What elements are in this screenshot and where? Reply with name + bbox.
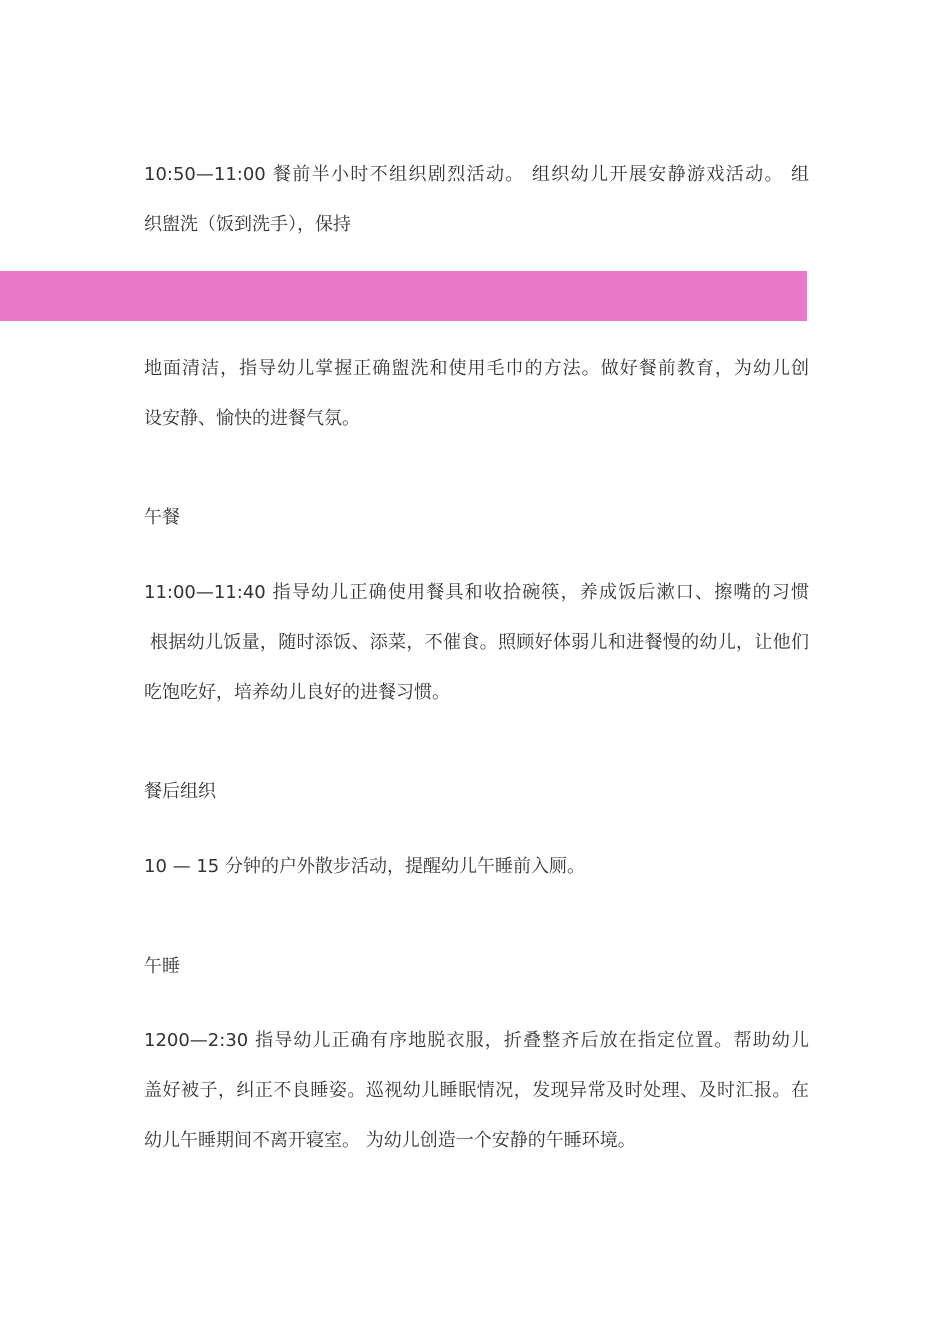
paragraph-line: 1200—2:30 指导幼儿正确有序地脱衣服，折叠整齐后放在指定位置。帮助幼儿	[144, 1030, 809, 1051]
paragraph-line: 根据幼儿饭量，随时添饭、添菜，不催食。照顾好体弱儿和进餐慢的幼儿，让他们	[144, 632, 809, 653]
paragraph-line: 地面清洁，指导幼儿掌握正确盥洗和使用毛巾的方法。做好餐前教育，为幼儿创	[144, 358, 809, 379]
paragraph-line: 吃饱吃好，培养幼儿良好的进餐习惯。	[144, 682, 450, 703]
section-heading-nap: 午睡	[144, 956, 180, 977]
section-heading-after-meal: 餐后组织	[144, 781, 216, 802]
page-break-band	[0, 271, 807, 321]
paragraph-line: 设安静、愉快的进餐气氛。	[144, 408, 360, 429]
paragraph-line: 盖好被子，纠正不良睡姿。巡视幼儿睡眠情况，发现异常及时处理、及时汇报。在	[144, 1080, 809, 1101]
paragraph-line: 10:50—11:00 餐前半小时不组织剧烈活动。 组织幼儿开展安静游戏活动。 组	[144, 164, 809, 185]
paragraph-line: 织盥洗（饭到洗手），保持	[144, 214, 351, 235]
paragraph-line: 11:00—11:40 指导幼儿正确使用餐具和收拾碗筷，养成饭后漱口、擦嘴的习惯	[144, 582, 809, 603]
section-heading-lunch: 午餐	[144, 507, 180, 528]
paragraph-line: 幼儿午睡期间不离开寝室。 为幼儿创造一个安静的午睡环境。	[144, 1130, 636, 1151]
paragraph-line: 10 — 15 分钟的户外散步活动，提醒幼儿午睡前入厕。	[144, 856, 585, 877]
